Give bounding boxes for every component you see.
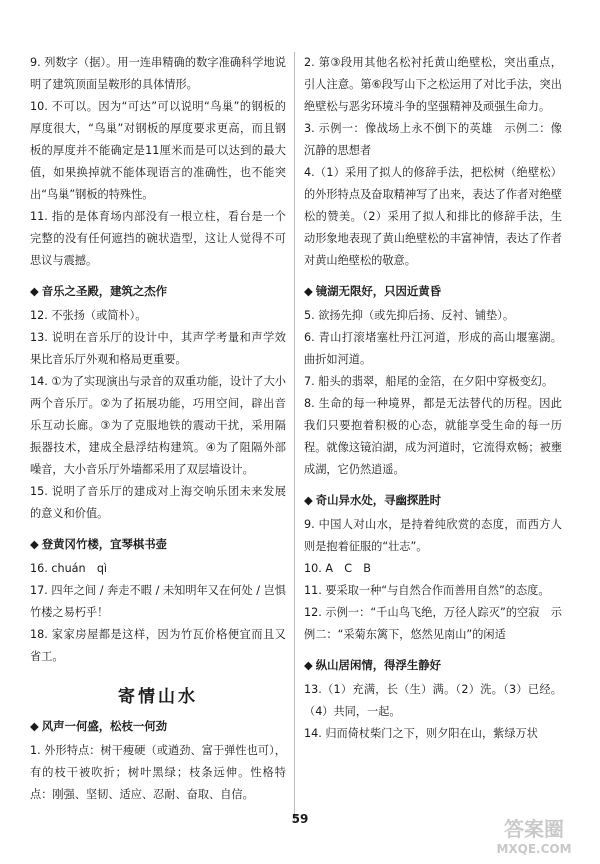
diamond-icon: ◆ <box>30 537 39 551</box>
answer-paragraph: 8. 生命的每一种境界，都是无法替代的历程。因此我们只要抱着积极的心态，就能享受生命的每一历程。就像这镜泊湖，成为河道时，它流得欢畅；被壅成湖，它仍然逍遥。 <box>304 397 562 476</box>
watermark-line2: MXQE.COM <box>496 842 572 856</box>
watermark-line1: 答案圈 <box>504 817 564 841</box>
answer-paragraph: 15. 说明了音乐厅的建成对上海交响乐团未来发展的意义和价值。 <box>30 485 286 520</box>
unit-title: 寄情山水 <box>118 687 198 707</box>
watermark-logo <box>474 812 594 858</box>
section-heading-mountain <box>304 490 562 510</box>
section-heading-text: 风声一何盛，松枝一何劲 <box>41 719 168 733</box>
answer-paragraph: 2. 第③段用其他名松衬托黄山绝壁松，突出重点，引人注意。第⑥段写山下之松运用了对比手法，突出绝壁松与恶劣环境斗争的坚强精神及顽强生命力。 <box>304 56 562 113</box>
answer-paragraph: 17. 四年之间 / 奔走不暇 / 未知明年又在何处 / 岂惧竹楼之易朽乎！ <box>30 584 286 619</box>
answer-paragraph: 10. 不可以。因为“可达”可以说明“鸟巢”的钢板的厚度很大，“鸟巢”对钢板的厚度要求更高，而且钢板的厚度并不能确定是11厘米而是可以达到的最大值，如果换掉就不能体现语言的准确性，也不能突出“鸟巢”钢板的特殊性。 <box>30 100 286 201</box>
answer-paragraph: 13.（1）充满，长（生）满。（2）洗。（3）已经。（4）共同，一起。 <box>304 683 562 718</box>
answer-paragraph: 11. 指的是体育场内部没有一根立柱，看台是一个完整的没有任何遮挡的碗状造型，这让人觉得不可思议与震撼。 <box>30 210 286 267</box>
answer-paragraph: 3. 示例一：像战场上永不倒下的英雄 示例二：像沉静的思想者 <box>304 122 562 157</box>
answer-paragraph: 4.（1）采用了拟人的修辞手法，把松树（绝壁松）的外形特点及奋取精神写了出来，表达了作者对绝壁松的赞美。（2）采用了拟人和排比的修辞手法，生动形象地表现了黄山绝壁松的丰富神情，表达了作者对黄山绝壁松的敬意。 <box>304 166 562 267</box>
answer-paragraph: 9. 中国人对山水，是持着纯欣赏的态度，而西方人则是抱着征服的“壮志”。 <box>304 518 562 553</box>
section-heading-text: 镜湖无限好，只因近黄昏 <box>315 284 442 298</box>
left-top-answers <box>30 52 286 272</box>
answer-paragraph: 5. 欲扬先抑（或先抑后扬、反衬、铺垫）。 <box>304 309 515 322</box>
answer-paragraph: 16. chuán qì <box>30 562 108 575</box>
diamond-icon: ◆ <box>304 493 313 507</box>
answer-paragraph: 9. 列数字（据）。用一连串精确的数字准确科学地说明了建筑顶面呈鞍形的具体情形。 <box>30 56 286 91</box>
section-heading-bamboo <box>30 534 286 554</box>
answer-paragraph: 7. 船头的翡翠，船尾的金箔，在夕阳中穿极变幻。 <box>304 375 554 388</box>
section-heading-music <box>30 281 286 301</box>
right-column <box>304 52 562 745</box>
section-heading-leisure <box>304 655 562 675</box>
left-column <box>30 52 286 806</box>
answer-paragraph: 10. A C B <box>304 562 371 575</box>
section-heading-text: 登黄冈竹楼，宜琴棋书壶 <box>41 537 168 551</box>
diamond-icon: ◆ <box>30 284 39 298</box>
answer-paragraph: 6. 青山打滚堵塞杜丹江河道，形成的高山堰塞湖。曲折如河道。 <box>304 331 562 366</box>
section-heading-wind <box>30 716 286 736</box>
answer-paragraph: 14. ①为了实现演出与录音的双重功能，设计了大小两个音乐厅。②为了拓展功能，巧用空间，辟出音乐互动长廊。③为了克服地铁的震动干扰，采用隔振器技术，建成全悬浮结构建筑。④为了阻隔外部噪音，大小音乐厅外墙都采用了双层墙设计。 <box>30 375 286 476</box>
section-heading-lake <box>304 281 562 301</box>
answer-paragraph: 12. 示例一：“千山鸟飞绝，万径人踪灭”的空寂 示例二：“采菊东篱下，悠然见南山”的闲适 <box>304 606 562 641</box>
section-heading-text: 音乐之圣殿，建筑之杰作 <box>41 284 168 298</box>
answer-paragraph: 13. 说明在音乐厅的设计中，其声学考量和声学效果比音乐厅外观和格局更重要。 <box>30 331 286 366</box>
answer-paragraph: 18. 家家房屋都是这样，因为竹瓦价格便宜而且又省工。 <box>30 628 286 663</box>
page-number: 59 <box>291 812 309 826</box>
answer-paragraph: 11. 要采取一种“与自然合作而善用自然”的态度。 <box>304 584 550 597</box>
section-heading-text: 纵山居闲情，得浮生静好 <box>315 658 442 672</box>
diamond-icon: ◆ <box>30 719 39 733</box>
column-divider <box>294 52 295 822</box>
answer-paragraph: 14. 归而倚杖柴门之下，则夕阳在山，紫绿万状 <box>304 727 538 740</box>
diamond-icon: ◆ <box>304 284 313 298</box>
answer-paragraph: 1. 外形特点：树干瘦硬（或遒劲、富于弹性也可），有的枝干被吹折；树叶黑绿；枝条远伸。性格特点：刚强、坚韧、适应、忍耐、奋取、自信。 <box>30 744 286 801</box>
section-heading-text: 奇山异水处，寻幽探胜时 <box>315 493 442 507</box>
answer-paragraph: 12. 不张扬（或简朴）。 <box>30 309 147 322</box>
diamond-icon: ◆ <box>304 658 313 672</box>
